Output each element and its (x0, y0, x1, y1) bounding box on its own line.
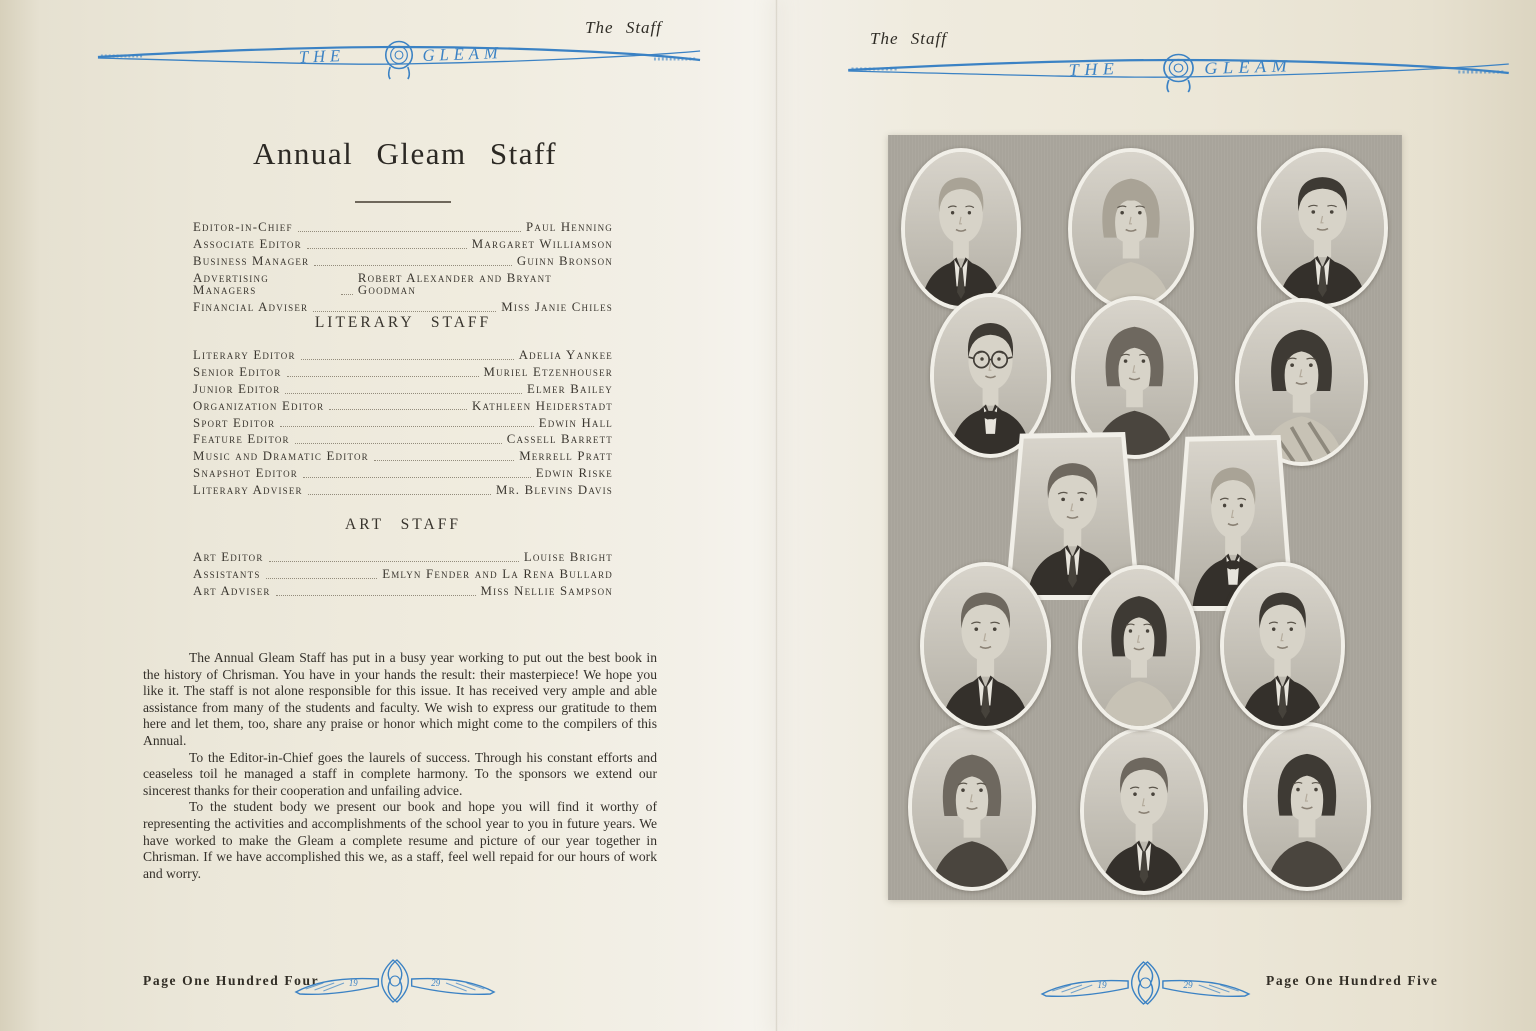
staff-row (193, 467, 613, 480)
staff-name: Margaret Williamson (471, 236, 613, 251)
dotted-leader (280, 426, 533, 427)
footer-ornament-left (292, 956, 498, 1006)
staff-name: Guinn Bronson (516, 253, 613, 268)
masthead-the: THE (298, 45, 346, 67)
portrait-photo (1243, 722, 1371, 891)
staff-role: Advertising Managers (193, 270, 269, 298)
staff-role: Literary Editor (193, 348, 296, 362)
dotted-leader (269, 561, 519, 562)
dotted-leader (341, 294, 353, 295)
portrait-photo (1078, 565, 1200, 730)
staff-row (193, 551, 613, 564)
page-number-left: Page One Hundred Four (143, 973, 320, 988)
staff-name: Edwin Hall (538, 415, 613, 430)
staff-name: Edwin Riske (535, 466, 613, 481)
dotted-leader (374, 460, 514, 461)
staff-role: Junior Editor (193, 381, 281, 396)
dotted-leader (303, 477, 531, 478)
ornament-year-left: 19 (348, 977, 358, 989)
staff-row (193, 349, 613, 362)
dotted-leader (295, 443, 502, 444)
staff-role: Financial Adviser (193, 300, 309, 315)
staff-row (193, 383, 613, 396)
staff-role: Snapshot Editor (193, 466, 298, 481)
portrait-photo (901, 148, 1021, 310)
staff-row (193, 366, 613, 379)
staff-row (193, 400, 613, 413)
dotted-leader (313, 311, 496, 312)
ornament-year-right: 29 (431, 977, 441, 989)
staff-role: Business Manager (193, 253, 310, 268)
dotted-leader (266, 578, 378, 579)
staff-role: Editor-in-Chief (193, 220, 293, 234)
staff-role: Feature Editor (193, 432, 290, 447)
staff-row (193, 221, 613, 234)
staff-name: Paul Henning (526, 220, 613, 234)
staff-photo-collage (888, 135, 1402, 900)
staff-role: Literary Adviser (193, 483, 303, 498)
masthead-gleam: GLEAM (1203, 55, 1293, 78)
staff-name: Louise Bright (523, 550, 613, 564)
art-staff-list (193, 551, 613, 602)
body-paragraphs (143, 650, 657, 882)
staff-row (193, 433, 613, 446)
portrait-photo (930, 293, 1051, 458)
portrait-photo (1068, 148, 1194, 310)
staff-name: Mr. Blevins Davis (496, 483, 613, 498)
masthead-the: THE (1068, 58, 1120, 80)
literary-staff-list (193, 349, 613, 501)
staff-name: Muriel Etzenhouser (483, 364, 613, 379)
staff-role: Music and Dramatic Editor (193, 449, 369, 464)
footer-ornament-right (1038, 958, 1253, 1008)
dotted-leader (308, 494, 491, 495)
staff-name: Adelia Yankee (518, 348, 613, 362)
paragraph: To the student body we present our book and hope you will find it worthy of representing the activities and accomplishments of the school year to you in future years. We have worked to make the Gleam a complete resume and picture of our year together in Chrisman. If we have accomplished this we, as a staff, feel well repaid for our hours of work and worry. (143, 799, 657, 881)
staff-role: Associate Editor (193, 236, 302, 251)
staff-row (193, 417, 613, 430)
dotted-leader (298, 231, 521, 232)
dotted-leader (276, 595, 476, 596)
portrait-photo (1080, 727, 1208, 895)
dotted-leader (301, 359, 514, 360)
masthead-ornament-right (845, 46, 1512, 98)
portrait-photo (920, 562, 1051, 730)
staff-row (193, 450, 613, 463)
staff-name: Cassell Barrett (506, 432, 613, 447)
staff-role: Organization Editor (193, 398, 325, 413)
dotted-leader (329, 409, 467, 410)
ornament-year-left: 19 (1097, 980, 1107, 990)
staff-row (193, 272, 613, 298)
staff-row (193, 238, 613, 251)
staff-name: Miss Janie Chiles (501, 300, 613, 315)
dotted-leader (285, 393, 522, 394)
ornament-year-right: 29 (1183, 980, 1193, 990)
paragraph: The Annual Gleam Staff has put in a busy year working to put out the best book in the history of Chrisman. You have in your hands the result: their masterpiece! We hope you like it. The staff is not alone responsible for this issue. It has received very ample and able assistance from many of the students and faculty. We wish to express our gratitude to them here and let them, too, share any praise or honor which might come to the compilers of this Annual. (143, 650, 657, 748)
dotted-leader (314, 265, 512, 266)
portrait-photo (908, 723, 1036, 891)
masthead-ornament-left (95, 33, 703, 85)
staff-name: Miss Nellie Sampson (480, 583, 613, 598)
staff-name: Emlyn Fender and La Rena Bullard (382, 566, 613, 581)
portrait-photo (1220, 562, 1345, 730)
staff-role: Art Adviser (193, 583, 271, 598)
running-head-left: The Staff (585, 18, 662, 37)
staff-name: Robert Alexander and Bryant Goodman (357, 270, 552, 298)
page-gutter-crease (775, 0, 778, 1031)
staff-row (193, 301, 613, 314)
staff-role: Assistants (193, 566, 261, 581)
staff-row (193, 484, 613, 497)
staff-role: Sport Editor (193, 415, 276, 430)
running-head-right: The Staff (870, 29, 947, 48)
exec-staff-list (193, 221, 613, 318)
staff-row (193, 585, 613, 598)
portrait-photo (1257, 148, 1388, 308)
page-number-right: Page One Hundred Five (1266, 973, 1439, 988)
literary-staff-heading: LITERARY STAFF (314, 314, 492, 331)
staff-name: Kathleen Heiderstadt (472, 398, 613, 413)
staff-row (193, 568, 613, 581)
dotted-leader (287, 376, 479, 377)
staff-name: Merrell Pratt (519, 449, 613, 464)
art-staff-heading: ART STAFF (345, 516, 461, 533)
staff-name: Elmer Bailey (527, 381, 613, 396)
staff-role: Senior Editor (193, 364, 282, 379)
page-title: Annual Gleam Staff (252, 136, 558, 171)
staff-role: Art Editor (193, 550, 264, 564)
dotted-leader (307, 248, 467, 249)
staff-row (193, 255, 613, 268)
masthead-gleam: GLEAM (422, 43, 503, 66)
title-rule (355, 201, 451, 203)
paragraph: To the Editor-in-Chief goes the laurels of success. Through his constant efforts and ceaseless toil he managed a staff in complete harmony. To the sponsors we extend our sincerest thanks for their cooperation and unfailing advice. (143, 749, 657, 798)
